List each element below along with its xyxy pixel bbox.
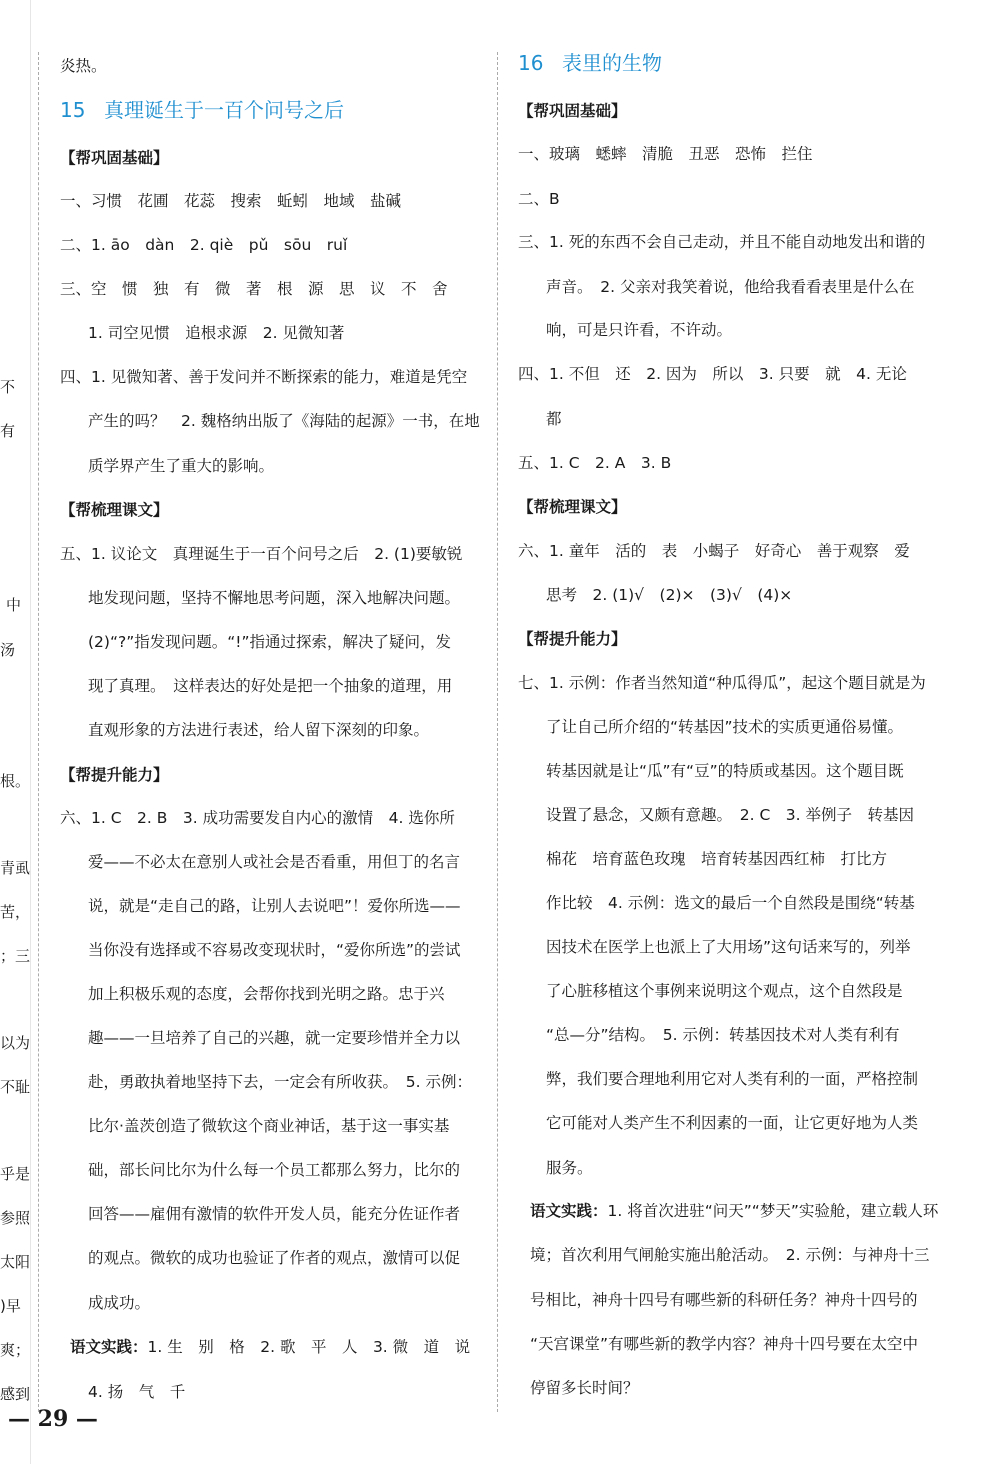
- margin-fragment: 不耻: [0, 1078, 30, 1096]
- answer-line: 四、1. 见微知著、善于发问并不断探索的能力，难道是凭空: [60, 368, 468, 386]
- answer-line: 现了真理。 这样表达的好处是把一个抽象的道理，用: [88, 677, 453, 695]
- answer-line: 4. 扬 气 千: [88, 1383, 186, 1401]
- practice-label: 语文实践：: [70, 1338, 148, 1356]
- answer-line: (2)“?”指发现问题。“!”指通过探索，解决了疑问，发: [88, 633, 452, 651]
- section-heading: 【帮巩固基础】: [60, 149, 169, 167]
- margin-fragment: 爽；: [0, 1341, 30, 1359]
- page-edge: [30, 0, 31, 1464]
- answer-line: “天宫课堂”有哪些新的教学内容？神舟十四号要在太空中: [530, 1335, 919, 1353]
- answer-line: 1. 司空见惯 追根求源 2. 见微知著: [88, 324, 345, 342]
- answer-line: 加上积极乐观的态度，会帮你找到光明之路。忠于兴: [88, 985, 445, 1003]
- lesson-title-text: 表里的生物: [562, 51, 662, 75]
- lesson-title-text: 真理诞生于一百个问号之后: [104, 98, 344, 122]
- answer-line: 转基因就是让“瓜”有“豆”的特质或基因。这个题目既: [546, 762, 904, 780]
- answer-line: 二、1. āo dàn 2. qiè pǔ sōu ruǐ: [60, 236, 348, 254]
- answer-line: 六、1. C 2. B 3. 成功需要发自内心的激情 4. 选你所: [60, 809, 455, 827]
- answer-line: 四、1. 不但 还 2. 因为 所以 3. 只要 就 4. 无论: [518, 365, 907, 383]
- answer-line: 质学界产生了重大的影响。: [88, 457, 275, 475]
- answer-line: 停留多长时间？: [530, 1379, 639, 1397]
- answer-line: 一、习惯 花圃 花蕊 搜索 蚯蚓 地域 盐碱: [60, 192, 402, 210]
- answer-line: 了让自己所介绍的“转基因”技术的实质更通俗易懂。: [546, 718, 904, 736]
- margin-fragment: 有: [0, 422, 16, 440]
- answer-line: 回答——雇佣有激情的软件开发人员，能充分佐证作者: [88, 1205, 461, 1223]
- answer-line: 一、玻璃 蟋蟀 清脆 丑恶 恐怖 拦住: [518, 145, 813, 163]
- margin-fragment: )早: [0, 1297, 21, 1315]
- margin-fragment: 太阳: [0, 1253, 30, 1271]
- margin-fragment: 感到: [0, 1385, 30, 1403]
- answer-line: 作比较 4. 示例：选文的最后一个自然段是围绕“转基: [546, 894, 915, 912]
- lesson-15-title: [60, 96, 344, 124]
- page-number: — 29 —: [8, 1406, 98, 1432]
- carried-text: 炎热。: [60, 57, 107, 75]
- answer-line: 号相比，神舟十四号有哪些新的科研任务？神舟十四号的: [530, 1291, 918, 1309]
- margin-fragment: 汤: [0, 641, 16, 659]
- answer-line: 了心脏移植这个事例来说明这个观点，这个自然段是: [546, 982, 903, 1000]
- answer-line: “总—分”结构。 5. 示例：转基因技术对人类有利有: [546, 1026, 900, 1044]
- answer-line: 比尔·盖茨创造了微软这个商业神话，基于这一事实基: [88, 1117, 450, 1135]
- margin-fragment: 以为: [0, 1034, 30, 1052]
- lesson-number: 16: [518, 51, 544, 75]
- answer-line: 三、空 惯 独 有 微 著 根 源 思 议 不 舍: [60, 280, 448, 298]
- answer-line: 赴，勇敢执着地坚持下去，一定会有所收获。 5. 示例：: [88, 1073, 472, 1091]
- answer-line: 产生的吗？ 2. 魏格纳出版了《海陆的起源》一书，在地: [88, 412, 480, 430]
- answer-line: 直观形象的方法进行表述，给人留下深刻的印象。: [88, 721, 430, 739]
- section-heading: 【帮提升能力】: [518, 630, 627, 648]
- answer-line: 因技术在医学上也派上了大用场”这句话来写的，列举: [546, 938, 911, 956]
- center-column-rule: [497, 52, 498, 1412]
- lesson-16-title: [518, 49, 662, 77]
- answer-line: 成成功。: [88, 1294, 151, 1312]
- answer-line: 爱——不必太在意别人或社会是否看重，用但丁的名言: [88, 853, 461, 871]
- practice-line: [70, 1335, 470, 1359]
- lesson-number: 15: [60, 98, 86, 122]
- answer-line: 响，可是只许看，不许动。: [546, 321, 733, 339]
- left-column-rule: [38, 52, 39, 1412]
- answer-line: 当你没有选择或不容易改变现状时，“爱你所选”的尝试: [88, 941, 461, 959]
- answer-line: 二、B: [518, 190, 560, 208]
- margin-fragment: 中: [6, 596, 22, 614]
- practice-answers: 1. 将首次进驻“问天”“梦天”实验舱，建立载人环: [607, 1202, 939, 1220]
- previous-page-margin: [0, 0, 30, 1464]
- answer-line: 地发现问题，坚持不懈地思考问题，深入地解决问题。: [88, 589, 461, 607]
- answer-line: 声音。 2. 父亲对我笑着说，他给我看看表里是什么在: [546, 278, 915, 296]
- answer-line: 它可能对人类产生不利因素的一面，让它更好地为人类: [546, 1114, 919, 1132]
- section-heading: 【帮巩固基础】: [518, 102, 627, 120]
- answer-line: 说，就是“走自己的路，让别人去说吧”！爱你所选——: [88, 897, 461, 915]
- section-heading: 【帮梳理课文】: [60, 501, 169, 519]
- section-heading: 【帮梳理课文】: [518, 498, 627, 516]
- answer-line: 思考 2. (1)√ (2)× (3)√ (4)×: [546, 586, 793, 604]
- answer-line: 五、1. 议论文 真理诞生于一百个问号之后 2. (1)要敏锐: [60, 545, 463, 563]
- practice-line: [530, 1199, 938, 1223]
- answer-line: 础，部长问比尔为什么每一个员工都那么努力，比尔的: [88, 1161, 461, 1179]
- answer-line: 六、1. 童年 活的 表 小蝎子 好奇心 善于观察 爱: [518, 542, 910, 560]
- answer-line: 都: [546, 410, 562, 428]
- margin-fragment: 青虱: [0, 859, 30, 877]
- margin-fragment: 苦，: [0, 903, 30, 921]
- answer-line: 弊，我们要合理地利用它对人类有利的一面，严格控制: [546, 1070, 919, 1088]
- section-heading: 【帮提升能力】: [60, 766, 169, 784]
- margin-fragment: ；三: [0, 947, 30, 965]
- margin-fragment: 根。: [0, 772, 30, 790]
- margin-fragment: 乎是: [0, 1165, 30, 1183]
- answer-line: 五、1. C 2. A 3. B: [518, 454, 672, 472]
- answer-line: 设置了悬念，又颇有意趣。 2. C 3. 举例子 转基因: [546, 806, 915, 824]
- answer-line: 境；首次利用气闸舱实施出舱活动。 2. 示例：与神舟十三: [530, 1246, 930, 1264]
- answer-line: 棉花 培育蓝色玫瑰 培育转基因西红柿 打比方: [546, 850, 888, 868]
- answer-line: 三、1. 死的东西不会自己走动，并且不能自动地发出和谐的: [518, 233, 926, 251]
- answer-line: 服务。: [546, 1159, 593, 1177]
- margin-fragment: 参照: [0, 1209, 30, 1227]
- answer-line: 的观点。微软的成功也验证了作者的观点，激情可以促: [88, 1249, 461, 1267]
- margin-fragment: 不: [0, 378, 16, 396]
- practice-answers: 1. 生 别 格 2. 歌 平 人 3. 微 道 说: [147, 1338, 471, 1356]
- answer-line: 趣——一旦培养了自己的兴趣，就一定要珍惜并全力以: [88, 1029, 461, 1047]
- answer-line: 七、1. 示例：作者当然知道“种瓜得瓜”，起这个题目就是为: [518, 674, 926, 692]
- practice-label: 语文实践：: [530, 1202, 608, 1220]
